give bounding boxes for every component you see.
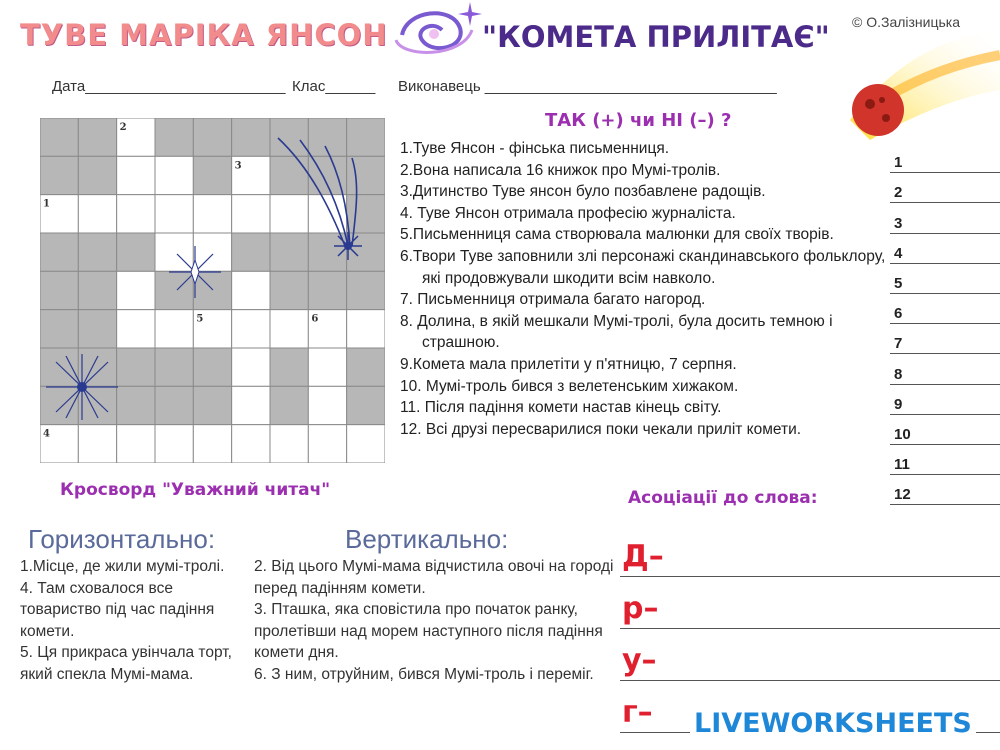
- crossword-block: [308, 271, 346, 309]
- crossword-cell[interactable]: [117, 195, 155, 233]
- crossword-block: [347, 271, 385, 309]
- crossword-block: [78, 156, 116, 194]
- horizontal-clues: [20, 556, 232, 686]
- answer-field[interactable]: 11: [890, 445, 1000, 475]
- statement-item: 2.Вона написала 16 книжок про Мумі-тролів.: [400, 161, 721, 179]
- statement-item: 1.Туве Янсон - фінська письменниця.: [400, 140, 670, 157]
- crossword-block: [270, 271, 308, 309]
- crossword-cell[interactable]: [232, 425, 270, 463]
- answer-field[interactable]: 1: [890, 143, 1000, 173]
- crossword-block: [232, 118, 270, 156]
- crossword-cell[interactable]: [193, 195, 231, 233]
- comet-illustration: [830, 30, 1000, 150]
- crossword-block: [78, 310, 116, 348]
- crossword-block: [78, 118, 116, 156]
- firework-icon: [44, 352, 120, 422]
- crossword-block: [40, 310, 78, 348]
- answer-field[interactable]: 5: [890, 264, 1000, 294]
- statement-item: 5.Письменниця сама створювала малюнки для своїх творів.: [400, 226, 834, 244]
- firework-icon: [270, 128, 380, 268]
- answer-field[interactable]: 3: [890, 203, 1000, 233]
- crossword-cell[interactable]: [155, 156, 193, 194]
- statement-item: 3.Дитинство Туве янсон було позбавлене радощів.: [400, 183, 766, 201]
- crossword-cell[interactable]: [232, 195, 270, 233]
- crossword-cell[interactable]: [232, 271, 270, 309]
- crossword-number: 5: [196, 313, 204, 325]
- crossword-block: [117, 348, 155, 386]
- firework-icon: [165, 242, 225, 302]
- crossword-block: [155, 386, 193, 424]
- crossword-cell[interactable]: [78, 195, 116, 233]
- answer-field[interactable]: 9: [890, 385, 1000, 415]
- crossword-block: [40, 118, 78, 156]
- crossword-block: [193, 348, 231, 386]
- crossword-block: [270, 348, 308, 386]
- answer-field[interactable]: 6: [890, 294, 1000, 324]
- crossword-cell[interactable]: [270, 310, 308, 348]
- crossword-block: [78, 233, 116, 271]
- answer-field[interactable]: 2: [890, 173, 1000, 203]
- statement-item: 6.Твори Туве заповнили злі персонажі скандинавського фольклору, які продовжували шкодити всім навколо.: [400, 247, 886, 287]
- crossword-title: Кросворд "Уважний читач": [60, 480, 331, 500]
- associations-heading: Асоціації до слова:: [628, 488, 818, 508]
- answer-field[interactable]: 10: [890, 415, 1000, 445]
- clue-item: 6. З ним, отруйним, бився Мумі-троль і переміг.: [254, 665, 594, 683]
- crossword-cell[interactable]: [270, 425, 308, 463]
- book-title: "КОМЕТА ПРИЛІТАЄ": [482, 20, 830, 54]
- date-label[interactable]: Дата________________________: [52, 78, 286, 95]
- statement-item: 11. Після падіння комети настав кінець світу.: [400, 399, 722, 417]
- crossword-cell[interactable]: [117, 271, 155, 309]
- crossword-cell[interactable]: [155, 425, 193, 463]
- performer-label[interactable]: Виконавець ___________________________________: [398, 78, 777, 95]
- statement-list: [398, 138, 888, 440]
- crossword-cell[interactable]: [308, 386, 346, 424]
- crossword-number: 6: [311, 313, 319, 325]
- association-field[interactable]: г–: [620, 698, 1000, 733]
- crossword-cell[interactable]: [232, 348, 270, 386]
- crossword-block: [193, 386, 231, 424]
- crossword-cell[interactable]: [347, 425, 385, 463]
- clue-item: 1.Місце, де жили мумі-тролі.: [20, 558, 225, 575]
- crossword-block: [40, 156, 78, 194]
- star-sparkle-icon: [458, 2, 482, 26]
- crossword-cell[interactable]: [117, 425, 155, 463]
- class-label[interactable]: Клас______: [292, 78, 376, 95]
- association-field[interactable]: Д–: [620, 542, 1000, 577]
- clue-item: 4. Там сховалося все товариство під час падіння комети.: [20, 579, 215, 640]
- crossword-cell[interactable]: [347, 310, 385, 348]
- brand-text: LIVEWORKSHEETS: [690, 708, 976, 739]
- crossword-cell[interactable]: [117, 156, 155, 194]
- crossword-block: [270, 386, 308, 424]
- liveworksheets-logo[interactable]: [690, 708, 976, 739]
- statement-item: 12. Всі друзі пересварилися поки чекали приліт комети.: [400, 420, 802, 438]
- crossword-block: [155, 118, 193, 156]
- crossword-number: 3: [234, 160, 242, 172]
- crossword-number: 2: [119, 122, 127, 133]
- crossword-block: [232, 233, 270, 271]
- answer-field[interactable]: 4: [890, 234, 1000, 264]
- statement-item: 8. Долина, в якій мешкали Мумі-тролі, була досить темною і страшною.: [400, 312, 833, 352]
- answer-field[interactable]: 8: [890, 354, 1000, 384]
- crossword-cell[interactable]: [308, 425, 346, 463]
- crossword-cell[interactable]: [232, 386, 270, 424]
- answer-field[interactable]: 12: [890, 475, 1000, 505]
- crossword-cell[interactable]: [308, 348, 346, 386]
- vertical-clues: [254, 556, 614, 686]
- crossword-number: 1: [43, 198, 50, 210]
- answer-field[interactable]: 7: [890, 324, 1000, 354]
- crossword-block: [117, 233, 155, 271]
- statement-item: 9.Комета мала прилетіти у п'ятницю, 7 серпня.: [400, 355, 737, 373]
- crossword-cell[interactable]: [155, 310, 193, 348]
- crossword-block: [193, 156, 231, 194]
- association-field[interactable]: р–: [620, 594, 1000, 629]
- true-false-heading: ТАК (+) чи НІ (–) ?: [545, 110, 732, 131]
- crossword-block: [347, 348, 385, 386]
- crossword-block: [40, 233, 78, 271]
- crossword-cell[interactable]: [117, 310, 155, 348]
- crossword-block: [155, 348, 193, 386]
- crossword-cell[interactable]: [193, 425, 231, 463]
- crossword-cell[interactable]: [78, 425, 116, 463]
- crossword-block: [78, 271, 116, 309]
- answer-column: [890, 143, 1000, 505]
- crossword-block: [40, 271, 78, 309]
- clue-item: 3. Пташка, яка сповістила про початок ранку, пролетівши над морем наступного після падіння комети дня.: [254, 601, 603, 662]
- clue-item: 5. Ця прикраса увінчала торт, який спекла Мумі-мама.: [20, 644, 232, 683]
- statement-item: 4. Туве Янсон отримала професію журналіста.: [400, 204, 736, 222]
- vertical-heading: Вертикально:: [345, 524, 509, 554]
- crossword-block: [193, 118, 231, 156]
- clue-item: 2. Від цього Мумі-мама відчистила овочі на городі перед падінням комети.: [254, 558, 614, 597]
- crossword-number: 4: [43, 428, 50, 440]
- horizontal-heading: Горизонтально:: [28, 524, 216, 554]
- association-field[interactable]: у–: [620, 646, 1000, 681]
- copyright: © О.Залізницька: [852, 14, 961, 30]
- statement-item: 10. Мумі-троль бився з велетенським хижаком.: [400, 377, 739, 395]
- crossword-cell[interactable]: [155, 195, 193, 233]
- crossword-cell[interactable]: [232, 310, 270, 348]
- crossword-block: [117, 386, 155, 424]
- statement-item: 7. Письменниця отримала багато нагород.: [400, 291, 706, 309]
- author-title: ТУВЕ МАРІКА ЯНСОН: [20, 18, 388, 52]
- crossword-block: [347, 386, 385, 424]
